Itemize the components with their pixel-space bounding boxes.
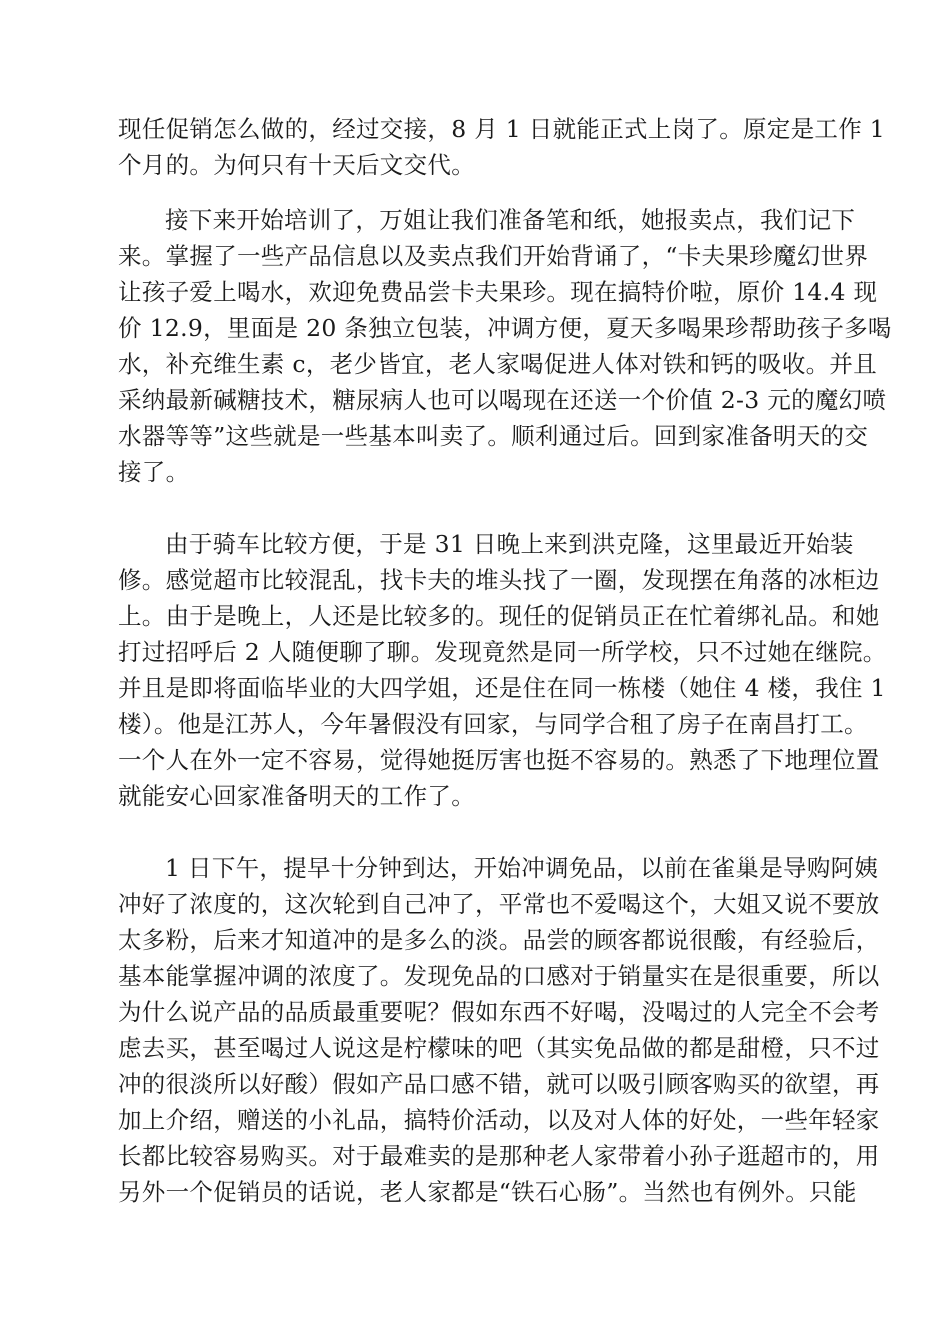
paragraph-4-line-10: 另外一个促销员的话说，老人家都是“铁石心肠”。当然也有例外。只能 <box>118 1178 857 1206</box>
paragraph-2-line-8: 接了。 <box>118 458 190 486</box>
paragraph-2-line-6: 采纳最新碱糖技术，糖尿病人也可以喝现在还送一个价值 2-3 元的魔幻喷 <box>118 386 887 414</box>
paragraph-2-line-2: 来。掌握了一些产品信息以及卖点我们开始背诵了，“卡夫果珍魔幻世界 <box>118 242 869 270</box>
paragraph-3-line-5: 并且是即将面临毕业的大四学姐，还是住在同一栋楼（她住 4 楼，我住 1 <box>118 674 886 702</box>
paragraph-3-line-2: 修。感觉超市比较混乱，找卡夫的堆头找了一圈，发现摆在角落的冰柜边 <box>118 566 880 594</box>
paragraph-4-line-1: 1 日下午，提早十分钟到达，开始冲调免品，以前在雀巢是导购阿姨 <box>165 854 879 882</box>
paragraph-4-line-9: 长都比较容易购买。对于最难卖的是那种老人家带着小孙子逛超市的，用 <box>118 1142 880 1170</box>
paragraph-4-line-2: 冲好了浓度的，这次轮到自己冲了，平常也不爱喝这个，大姐又说不要放 <box>118 890 880 918</box>
paragraph-2-line-5: 水，补充维生素 c，老少皆宜，老人家喝促进人体对铁和钙的吸收。并且 <box>118 350 878 378</box>
paragraph-3-line-8: 就能安心回家准备明天的工作了。 <box>118 782 475 810</box>
paragraph-3-line-7: 一个人在外一定不容易，觉得她挺厉害也挺不容易的。熟悉了下地理位置 <box>118 746 880 774</box>
paragraph-4-line-8: 加上介绍，赠送的小礼品，搞特价活动，以及对人体的好处，一些年轻家 <box>118 1106 880 1134</box>
paragraph-4-line-4: 基本能掌握冲调的浓度了。发现免品的口感对于销量实在是很重要，所以 <box>118 962 880 990</box>
paragraph-3-line-1: 由于骑车比较方便，于是 31 日晚上来到洪克隆，这里最近开始装 <box>165 530 854 558</box>
paragraph-3-line-4: 打过招呼后 2 人随便聊了聊。发现竟然是同一所学校，只不过她在继院。 <box>118 638 887 666</box>
paragraph-3-line-3: 上。由于是晚上，人还是比较多的。现任的促销员正在忙着绑礼品。和她 <box>118 602 880 630</box>
paragraph-4-line-7: 冲的很淡所以好酸）假如产品口感不错，就可以吸引顾客购买的欲望，再 <box>118 1070 880 1098</box>
paragraph-1-line-2: 个月的。为何只有十天后文交代。 <box>118 151 475 179</box>
paragraph-2-line-3: 让孩子爱上喝水，欢迎免费品尝卡夫果珍。现在搞特价啦，原价 14.4 现 <box>118 278 878 306</box>
paragraph-3-line-6: 楼）。他是江苏人，今年暑假没有回家，与同学合租了房子在南昌打工。 <box>118 710 868 738</box>
paragraph-2-line-1: 接下来开始培训了，万姐让我们准备笔和纸，她报卖点，我们记下 <box>165 206 856 234</box>
paragraph-2-line-4: 价 12.9，里面是 20 条独立包装，冲调方便，夏天多喝果珍帮助孩子多喝 <box>118 314 892 342</box>
paragraph-4-line-6: 虑去买，甚至喝过人说这是柠檬味的吧（其实免品做的都是甜橙，只不过 <box>118 1034 880 1062</box>
paragraph-1-line-1: 现任促销怎么做的，经过交接，8 月 1 日就能正式上岗了。原定是工作 1 <box>118 115 886 143</box>
paragraph-2-line-7: 水器等等”这些就是一些基本叫卖了。顺利通过后。回到家准备明天的交 <box>118 422 869 450</box>
paragraph-4-line-3: 太多粉，后来才知道冲的是多么的淡。品尝的顾客都说很酸，有经验后， <box>118 926 880 954</box>
paragraph-4-line-5: 为什么说产品的品质最重要呢？假如东西不好喝，没喝过的人完全不会考 <box>118 998 880 1026</box>
